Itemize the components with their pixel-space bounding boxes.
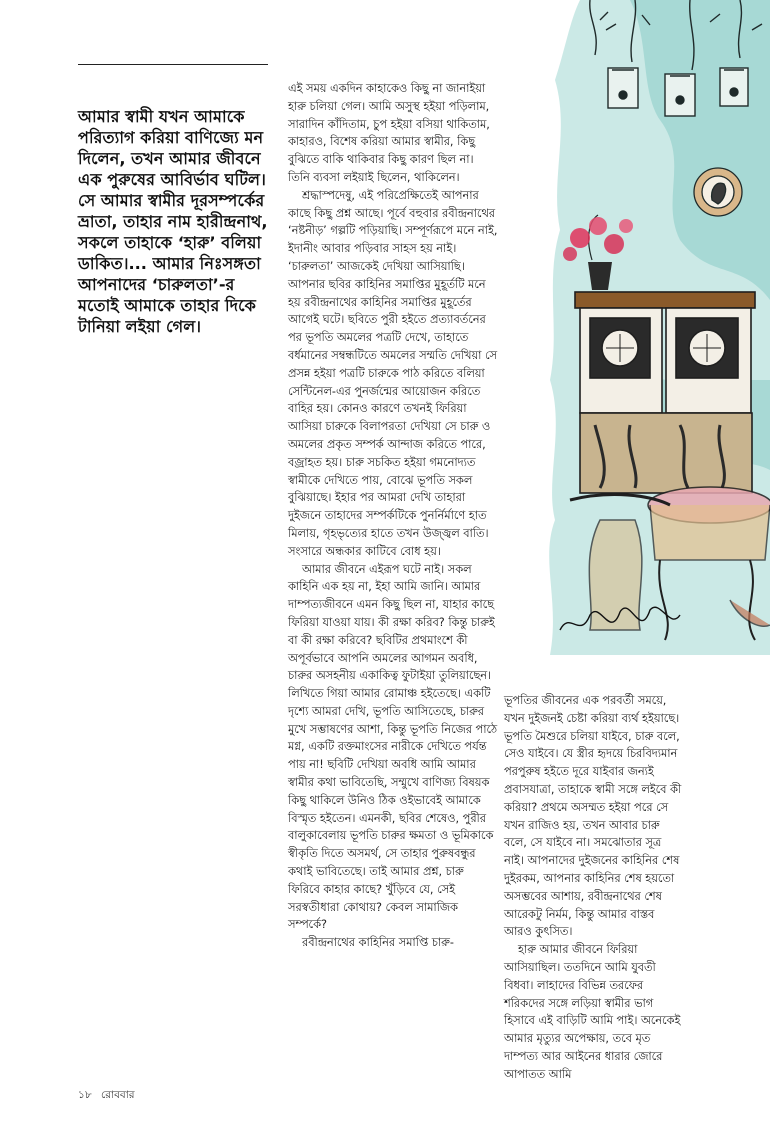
- paragraph: হারু আমার জীবনে ফিরিয়া আসিয়াছিল। ততদিনে আমি যুবতী বিধবা। লাহাদের বিভিন্ন তরফের শরিকদের সঙ্গে লড়িয়া স্বামীর ভাগ হিসাবে এই বাড়িটি আমি পাই। অনেকেই আমার মৃত্যুর অপেক্ষায়, তবে মৃত দাম্পত্য আর আইনের ধারার জোরে আপাতত আমি: [504, 943, 681, 1081]
- page-footer: [78, 1088, 141, 1105]
- paragraph: এই সময় একদিন কাহাকেও কিছু না জানাইয়া হারু চলিয়া গেল। আমি অসুস্থ হইয়া পড়িলাম, সারাদিন কাঁদিতাম, চুপ হইয়া বসিয়া থাকিতাম, কাহারও, বিশেষ করিয়া আমার স্বামীর, কিছু বুঝিতে বাকি থাকিবার কিছু কারণ ছিল না। তিনি ব্যবসা লইয়াই ছিলেন, থাকিলেন।: [288, 82, 490, 184]
- paragraph: ভূপতির জীবনের এক পরবর্তী সময়ে, যখন দুইজনই চেষ্টা করিয়া ব্যর্থ হইয়াছে। ভূপতি মৈশুরে চলিয়া যাইবে, চারু বলে, সেও যাইবে। যে স্ত্রীর হৃদয়ে চিরবিদ্যমান পরপুরুষ হইতে দূরে যাইবার জন্যই প্রবাসযাত্রা, তাহাকে স্বামী সঙ্গে লইবে কী করিয়া? প্রথমে অসম্মত হইয়া পরে সে যখন রাজিও হয়, তখন আবার চারু বলে, সে যাইবে না। সমঝোতার সূত্র নাই। আপনাদের দুইজনের কাহিনির শেষ দুইরকম, আপনার কাহিনির শেষ হয়তো অসম্ভবের আশায়, রবীন্দ্রনাথের শেষ আরেকটু নির্মম, কিন্তু আমার বাস্তব আরও কুৎসিত।: [504, 694, 682, 939]
- pull-quote: আমার স্বামী যখন আমাকে পরিত্যাগ করিয়া বাণিজ্যে মন দিলেন, তখন আমার জীবনে এক পুরুষের আবির্ভাব ঘটিল। সে আমার স্বামীর দূরসম্পর্কের ভ্রাতা, তাহার নাম হারীন্দ্রনাথ, সকলে তাহাকে ‘হারু’ বলিয়া ডাকিত।... আমার নিঃসঙ্গতা আপনাদের ‘চারুলতা’-র মতোই আমাকে তাহার দিকে টানিয়া লইয়া গেল।: [78, 107, 268, 336]
- paragraph: রবীন্দ্রনাথের কাহিনির সমাপ্তি চারু-: [302, 936, 454, 950]
- watercolor-illustration: [540, 0, 770, 655]
- wall-portrait: [694, 168, 742, 216]
- paragraph: আমার জীবনে এইরূপ ঘটে নাই। সকল কাহিনি এক হয় না, ইহা আমি জানি। আমার দাম্পত্যজীবনে এমন কিছু ছিল না, যাহার কাছে ফিরিয়া যাওয়া যায়। কী রক্ষা করিব? কিন্তু চারুই বা কী রক্ষা করিবে? ছবিটির প্রথমাংশে কী অপূর্বভাবে আপনি অমলের আগমন অবধি, চারুর অসহনীয় একাকিত্ব ফুটাইয়া তুলিয়াছেন। লিখিতে গিয়া আমার রোমাঞ্চ হইতেছে। একটি দৃশ্যে আমরা দেখি, ভূপতি আসিতেছে, চারুর মুখে সম্ভাষণের আশা, কিন্তু ভূপতি নিজের পাঠে মগ্ন, একটি রক্তমাংসের নারীকে দেখিতে পর্যন্ত পায় না! ছবিটি দেখিয়া অবধি আমি আমার স্বামীর কথা ভাবিতেছি, সম্মুখে বাণিজ্য বিষয়ক কিছু থাকিলে উনিও ঠিক ওইভাবেই আমাকে বিস্মৃত হইতেন। এমনকী, ছবির শেষেও, পুরীর বালুকাবেলায় ভূপতি চারুর ক্ষমতা ও ভূমিকাকে স্বীকৃতি দিতে অসমর্থ, সে তাহার পুরুষবন্ধুর কথাই ভাবিতেছে। তাই আমার প্রশ্ন, চারু ফিরিবে কাহার কাছে? খুঁড়িবে যে, সেই সরস্বতীধারা কোথায়? কেবল সামাজিক সম্পর্কে?: [288, 562, 498, 932]
- top-rule: [78, 64, 268, 65]
- page-number: ১৮: [78, 1089, 92, 1101]
- paragraph: শ্রদ্ধাস্পদেষু, এই পরিপ্রেক্ষিতেই আপনার কাছে কিছু প্রশ্ন আছে। পূর্বে বহুবার রবীন্দ্রনাথের ‘নষ্টনীড়’ গল্পটি পড়িয়াছি। সম্পূর্ণরূপে মনে নাই, ইদানীং আবার পড়িবার সাহস হয় নাই। ‘চারুলতা’ আজকেই দেখিয়া আসিয়াছি। আপনার ছবির কাহিনির সমাপ্তির মুহূর্তটি মনে হয় রবীন্দ্রনাথের কাহিনির সমাপ্তির মুহূর্তের আগেই ঘটে। ছবিতে পুরী হইতে প্রত্যাবর্তনের পর ভূপতি অমলের পত্রটি দেখে, তাহাতে বর্ধমানের সম্বন্ধটিতে অমলের সম্মতি দেখিয়া সে প্রসন্ন হইয়া পত্রটি চারুকে পাঠ করিতে বলিয়া সেন্টিনেল-এর পুনর্জন্মের আয়োজন করিতে বাহির হয়। কোনও কারণে তখনই ফিরিয়া আসিয়া চারুকে বিলাপরতা দেখিয়া সে চারু ও অমলের প্রকৃত সম্পর্ক আন্দাজ করিতে পারে, বজ্রাহত হয়। চারু সচকিত হইয়া গমনোদ্যত স্বামীকে দেখিতে পায়, বোঝে ভূপতি সকল বুঝিয়াছে। ইহার পর আমরা দেখি তাহারা দুইজনে তাহাদের সম্পর্কটিকে পুনর্নির্মাণে হাত মিলায়, গৃহভৃত্যের হাতে তখন উজ্জ্বল বাতি। সংসারে অন্ধকার কাটিবে বোধ হয়।: [288, 188, 498, 558]
- body-column-2: [504, 692, 684, 1084]
- section-name: রোববার: [100, 1089, 135, 1101]
- body-column-1: [288, 80, 498, 952]
